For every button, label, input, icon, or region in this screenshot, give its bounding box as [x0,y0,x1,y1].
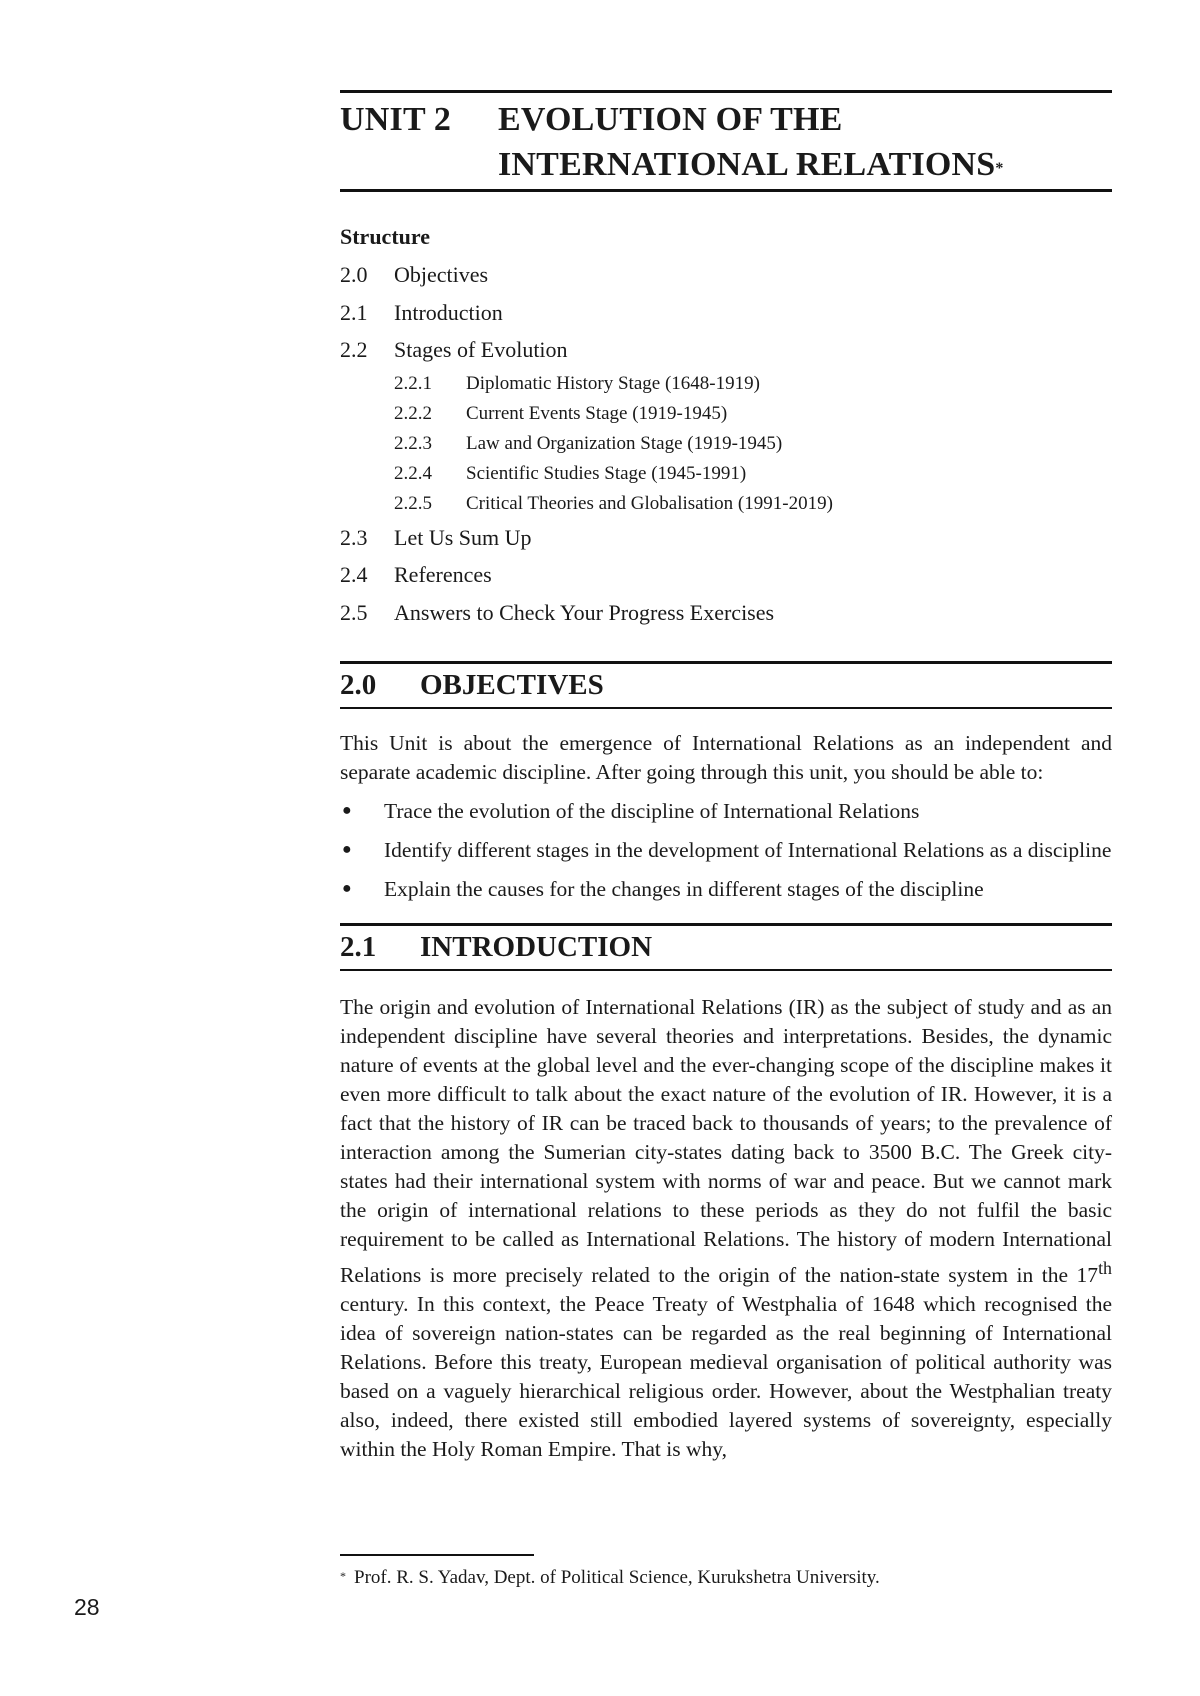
list-item: ● Identify different stages in the development of International Relations as a discipline [342,838,1112,862]
list-item: ● Explain the causes for the changes in different stages of the discipline [342,877,984,901]
bullet-icon: ● [342,880,352,897]
toc-subitem: 2.2.4 Scientific Studies Stage (1945-1991) [394,462,747,484]
objectives-list [340,797,1112,903]
page-content [340,90,1112,1464]
toc-item: 2.0 Objectives [340,262,489,287]
footnote-divider [340,1554,534,1556]
toc-subitem: 2.2.5 Critical Theories and Globalisation (1991-2019) [394,492,833,514]
footnote-mark: * [340,1569,346,1583]
footnote-text: Prof. R. S. Yadav, Dept. of Political Science, Kurukshetra University. [354,1567,880,1588]
section-title: INTRODUCTION [420,931,653,963]
toc-item: 2.1 Introduction [340,299,503,325]
unit-number: UNIT 2 [340,101,452,138]
bullet-icon: ● [342,802,352,819]
toc-item: 2.4 References [340,562,492,587]
footnote [340,1566,1112,1590]
page-number: 28 [74,1594,100,1620]
unit-title-row-2 [340,142,1112,187]
section-title: OBJECTIVES [420,669,604,701]
unit-title-line-1: EVOLUTION OF THE [498,101,843,138]
toc-item: 2.2 Stages of Evolution [340,337,568,362]
introduction-paragraph: The origin and evolution of International Relations (IR) as the subject of study and as an independent discipline have several theories and interpretations. Besides, the dynamic nature of events at the global level and the ever-changing scope of the discipline makes it even more difficult to talk about the exact nature of the evolution of IR. However, it is a fact that the history of IR can be traced back to thousands of years; to the prevalence of interaction among the Sumerian city-states dating back to 3500 B.C. The Greek city-states had their international system with norms of war and peace. But we cannot mark the origin of international relations to these periods as they do not fulfil the basic requirement to be called as International Relations. The history of modern International Relations is more precisely related to the origin of the nation-state system in the 17th century. In this context, the Peace Treaty of Westphalia of 1648 which recognised the idea of sovereign nation-states can be regarded as the real beginning of International Relations. Before this treaty, European medieval organisation of political authority was based on a vaguely hierarchical religious order. However, about the Westphalian treaty also, indeed, there existed still embodied layered systems of sovereignty, especially within the Holy Roman Empire. That is why, [340,995,1112,1462]
unit-title-block [340,90,1112,192]
table-of-contents [340,256,1112,631]
unit-title-footnote-mark: * [995,160,1004,177]
bullet-icon: ● [342,841,352,858]
section-number: 2.1 [340,931,377,963]
structure-heading: Structure [340,224,431,249]
unit-title-row-1 [340,97,1112,142]
section-number: 2.0 [340,669,377,701]
toc-subitem: 2.2.3 Law and Organization Stage (1919-1945) [394,432,783,454]
objectives-heading [340,661,1112,709]
introduction-heading [340,923,1112,971]
unit-title-line-2: INTERNATIONAL RELATIONS* [498,146,1004,183]
list-item: ● Trace the evolution of the discipline of International Relations [342,799,920,823]
toc-item: 2.3 Let Us Sum Up [340,524,532,550]
toc-subitem: 2.2.2 Current Events Stage (1919-1945) [394,402,728,424]
objectives-intro: This Unit is about the emergence of International Relations as an independent and separate academic discipline. After going through this unit, you should be able to: [340,731,1112,784]
toc-subitem: 2.2.1 Diplomatic History Stage (1648-1919) [394,372,760,394]
toc-item: 2.5 Answers to Check Your Progress Exercises [340,599,775,625]
